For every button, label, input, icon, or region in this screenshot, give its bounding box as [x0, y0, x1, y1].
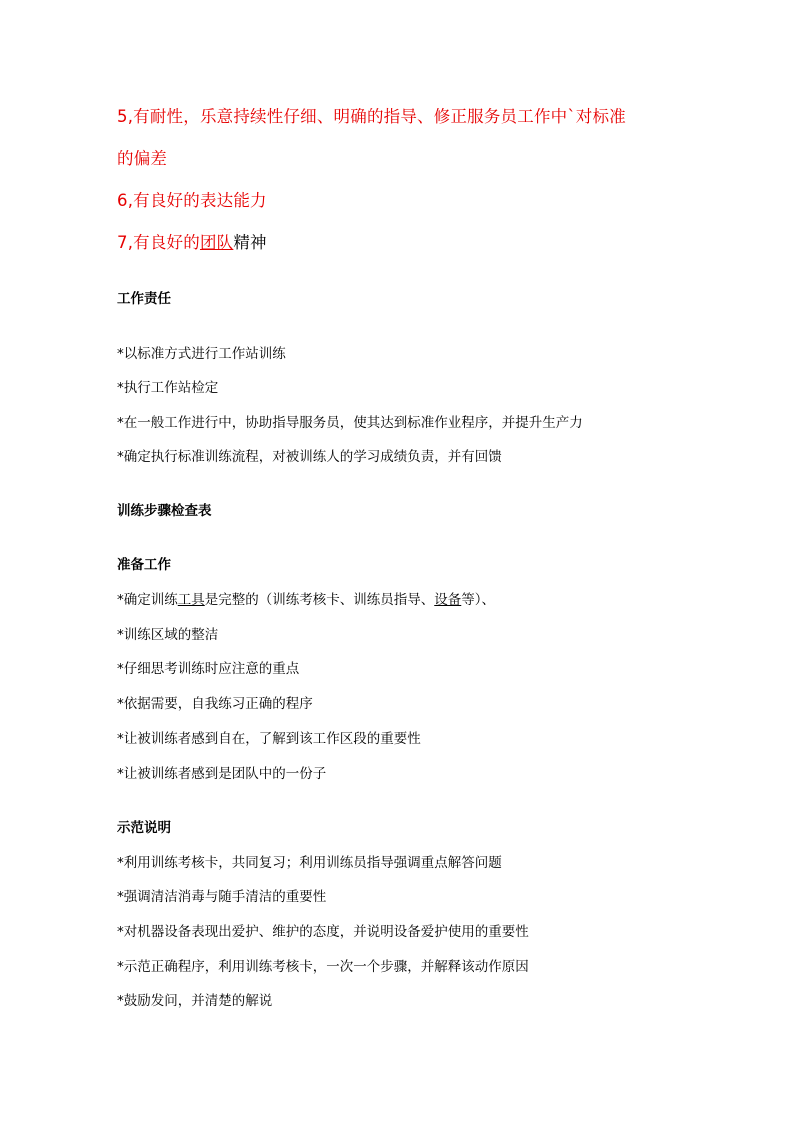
team-link[interactable]: 团队 [199, 233, 234, 252]
qualification-5-line1: 5,有耐性，乐意持续性仔细、明确的指导、修正服务员工作中`对标准 [117, 107, 626, 126]
checklist-heading: 训练步骤检查表 [117, 503, 212, 519]
responsibility-item-4: *确定执行标准训练流程，对被训练人的学习成绩负责，并有回馈 [117, 449, 502, 465]
responsibilities-heading: 工作责任 [117, 291, 171, 307]
equipment-link[interactable]: 设备 [434, 592, 462, 608]
preparation-item-1 [117, 591, 495, 609]
qualification-7-suffix: 精神 [233, 233, 267, 252]
qualification-7 [117, 233, 267, 253]
demonstration-item-4: *示范正确程序，利用训练考核卡，一次一个步骤，并解释该动作原因 [117, 959, 529, 975]
tools-link[interactable]: 工具 [177, 592, 205, 608]
preparation-item-1-text-a: *确定训练 [117, 592, 178, 608]
demonstration-item-3: *对机器设备表现出爱护、维护的态度，并说明设备爱护使用的重要性 [117, 924, 529, 940]
preparation-item-1-text-b: 是完整的（训练考核卡、训练员指导、 [204, 592, 435, 608]
qualification-6: 6,有良好的表达能力 [117, 191, 267, 210]
responsibility-item-2: *执行工作站检定 [117, 380, 219, 396]
preparation-item-3: *仔细思考训练时应注意的重点 [117, 661, 300, 677]
demonstration-item-1: *利用训练考核卡，共同复习；利用训练员指导强调重点解答问题 [117, 855, 502, 871]
demonstration-item-5: *鼓励发问，并清楚的解说 [117, 993, 273, 1009]
demonstration-heading: 示范说明 [117, 820, 171, 836]
qualification-7-prefix: 7,有良好的 [117, 233, 200, 252]
demonstration-item-2: *强调清洁消毒与随手清洁的重要性 [117, 889, 327, 905]
preparation-item-6: *让被训练者感到是团队中的一份子 [117, 766, 327, 782]
preparation-item-2: *训练区域的整洁 [117, 627, 219, 643]
responsibility-item-1: *以标准方式进行工作站训练 [117, 346, 286, 362]
qualification-5-line2: 的偏差 [117, 149, 168, 168]
preparation-heading: 准备工作 [117, 557, 171, 573]
preparation-item-4: *依据需要，自我练习正确的程序 [117, 696, 313, 712]
preparation-item-5: *让被训练者感到自在，了解到该工作区段的重要性 [117, 731, 421, 747]
responsibility-item-3: *在一般工作进行中，协助指导服务员，使其达到标准作业程序，并提升生产力 [117, 415, 583, 431]
preparation-item-1-text-c: 等）、 [461, 592, 495, 608]
